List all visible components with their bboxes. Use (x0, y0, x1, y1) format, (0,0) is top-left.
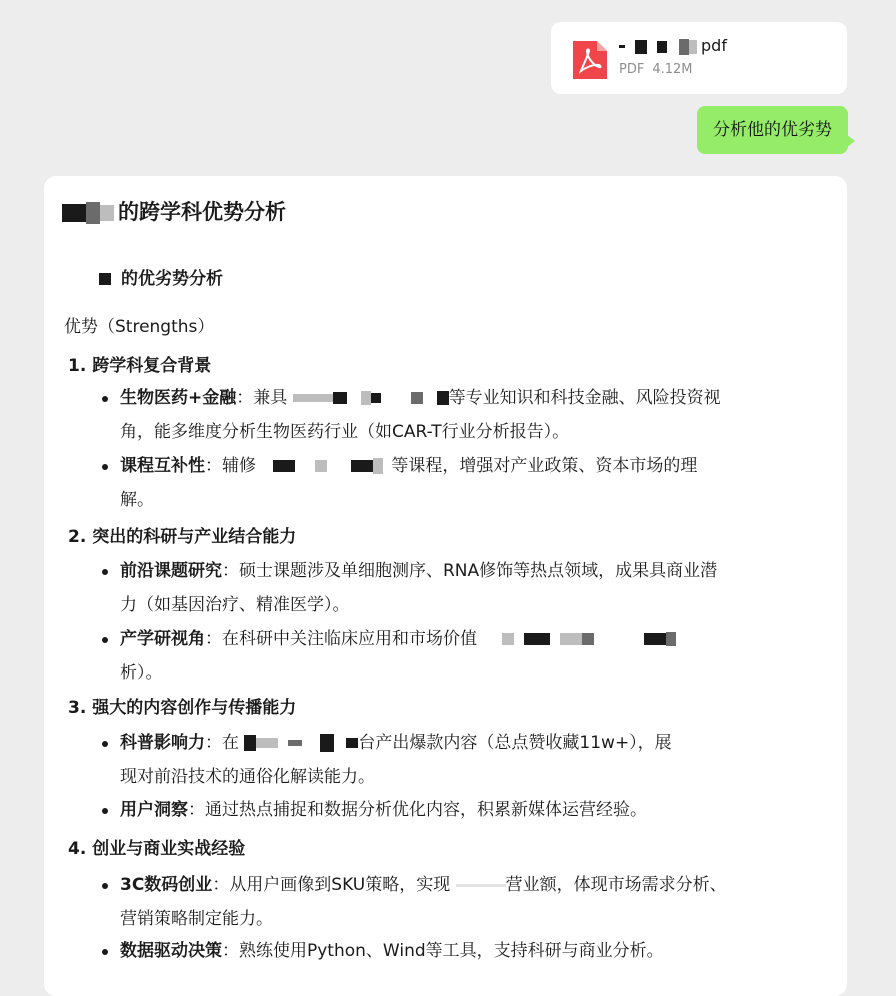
list-item (98, 622, 818, 690)
section-heading: 3. 强大的内容创作与传播能力 (68, 698, 297, 718)
reply-title (62, 196, 286, 226)
file-meta (619, 62, 701, 77)
bullet-label: 3C数码创业 (120, 875, 213, 895)
bullet-colon: ： (212, 875, 230, 895)
bullet-text: 兼具 (253, 388, 288, 408)
bullet-text: 等专业知识和科技金融、风险投资视 (448, 388, 721, 408)
file-attachment-card[interactable] (551, 22, 847, 94)
bullet-dot (102, 883, 108, 889)
bullet-dot (102, 949, 108, 955)
bullet-text: 现对前沿技术的通俗化解读能力。 (120, 767, 375, 787)
bullet-label: 用户洞察 (120, 800, 188, 820)
bullet-text: 营业额，体现市场需求分析、 (505, 875, 727, 895)
bullet-text: 从用户画像到SKU策略，实现 (229, 875, 451, 895)
reply-title-text: 的跨学科优势分析 (118, 200, 286, 224)
bullet-dot (102, 741, 108, 747)
pdf-icon (569, 39, 609, 81)
bullet-colon: ： (205, 629, 222, 649)
bullet-dot (102, 808, 108, 814)
bullet-text: 解。 (120, 490, 154, 510)
list-item (98, 793, 818, 827)
file-type: PDF (619, 62, 645, 77)
bullet-text: 角，能多维度分析生物医药行业（如CAR-T行业分析报告）。 (120, 422, 570, 442)
bullet-label: 产学研视角 (120, 629, 205, 649)
bullet-colon: ： (222, 941, 239, 961)
bullet-dot (102, 464, 108, 470)
list-item (98, 868, 818, 936)
list-item (98, 449, 818, 517)
bullet-label: 前沿课题研究 (120, 561, 222, 581)
bullet-label: 科普影响力 (120, 733, 205, 753)
reply-subtitle (99, 264, 223, 289)
file-size: 4.12M (652, 62, 693, 77)
bullet-text: 营销策略制定能力。 (120, 909, 273, 929)
bullet-colon: ： (236, 388, 254, 408)
file-name-suffix: pdf (701, 36, 727, 55)
bullet-text: 辅修 (222, 456, 256, 476)
sent-message-text: 分析他的优劣势 (713, 120, 832, 140)
reply-subtitle-text: 的优劣势分析 (121, 269, 223, 289)
bullet-colon: ： (205, 456, 222, 476)
section-heading: 4. 创业与商业实战经验 (68, 839, 246, 859)
list-item (98, 726, 818, 794)
bullet-colon: ： (222, 561, 239, 581)
bullet-label: 数据驱动决策 (120, 941, 222, 961)
bullet-text: 等课程，增强对产业政策、资本市场的理 (391, 456, 698, 476)
section-heading: 1. 跨学科复合背景 (68, 356, 212, 376)
list-item (98, 554, 818, 622)
strengths-heading: 优势（Strengths） (64, 317, 215, 337)
list-item (98, 381, 818, 449)
bullet-text: 熟练使用Python、Wind等工具，支持科研与商业分析。 (239, 941, 664, 961)
bullet-colon: ： (205, 733, 222, 753)
sent-message-bubble[interactable] (697, 106, 848, 154)
bullet-label: 生物医药+金融 (120, 388, 237, 408)
file-name (619, 36, 727, 55)
bullet-text: 力（如基因治疗、精准医学）。 (120, 595, 350, 615)
bullet-text: 析）。 (120, 663, 163, 683)
bullet-colon: ： (188, 800, 205, 820)
section-heading: 2. 突出的科研与产业结合能力 (68, 527, 297, 547)
bullet-text: 在 (222, 733, 239, 753)
bullet-dot (102, 569, 108, 575)
bullet-dot (102, 637, 108, 643)
bullet-text: 通过热点捕捉和数据分析优化内容，积累新媒体运营经验。 (205, 800, 647, 820)
bullet-text: 台产出爆款内容（总点赞收藏11w+），展 (358, 733, 672, 753)
bullet-text: 在科研中关注临床应用和市场价值 (222, 629, 477, 649)
bullet-text: 硕士课题涉及单细胞测序、RNA修饰等热点领域，成果具商业潜 (239, 561, 718, 581)
reply-message-card[interactable] (44, 176, 847, 996)
list-item (98, 934, 818, 968)
bullet-dot (102, 396, 108, 402)
bullet-label: 课程互补性 (120, 456, 205, 476)
